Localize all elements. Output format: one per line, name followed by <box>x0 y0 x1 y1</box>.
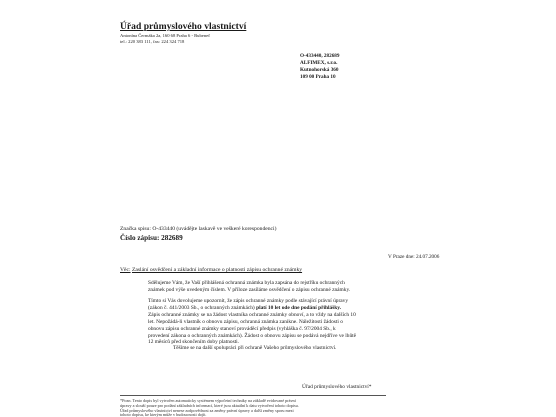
body-p2-line4: let. Nepožádá-li vlastník o obnovu zápisu, ochranná známka zanikne. Náležitosti žádosti o <box>148 319 343 325</box>
footnote-line1: *Pozn. Tento dopis byl vytvořen automaticky systémem výpočetní techniky na základě evidované právní <box>120 398 296 403</box>
body-p2-line1: Tímto si Vás dovolujeme upozornit, že zápis ochranné známky podle stávající právní úpravy <box>148 298 349 304</box>
subject-text: Zaslání osvědčení a základní informace o platnosti zápisu ochranné známky <box>131 267 303 273</box>
signature: Úřad průmyslového vlastnictví* <box>302 384 372 390</box>
body-p1-line2: známek pod výše uvedeným číslem. V příloze zasíláme osvědčení o zápisu ochranné známky. <box>148 287 351 293</box>
body-p2-validity: platí 10 let ode dne podání přihlášky. <box>256 305 342 311</box>
file-reference-value: O-433440 (uvádějte laskavě ve veškeré korespondenci) <box>152 226 277 232</box>
letter-date: V Praze dne: 24.07.2006 <box>388 254 440 260</box>
footnote-line4: tohoto dopisu, ke kterým může v budoucnosti dojít. <box>120 412 207 417</box>
subject-label: Věc: <box>120 267 131 273</box>
body-p2-line6: provedení zákona o ochranných známkách). Žádost o obnovu zápisu se podává nejdříve ve lhůtě <box>148 333 357 339</box>
registration-number <box>120 234 183 242</box>
footnote-line2: úpravy a slouží pouze pro podání základních informací, které jsou aktuální k datu vytvoření tohoto dopisu. <box>120 403 299 408</box>
body-p2-line7: 12 měsíců před skončením doby platnosti. <box>148 339 240 345</box>
recipient-street: Kutnohorská 360 <box>300 67 339 73</box>
body-p2-line2 <box>148 305 341 311</box>
office-contact: tel.: 220 383 111, fax: 224 324 718 <box>120 39 185 44</box>
subject-line <box>120 267 302 273</box>
file-reference <box>120 226 276 232</box>
footnote-divider <box>120 395 386 396</box>
body-p1-line1: Sdělujeme Vám, že Vaší přihlášená ochranná známka byla zapsána do rejstříku ochranných <box>148 280 345 286</box>
recipient-reference: O-433440, 282689 <box>300 53 340 59</box>
registration-label: Číslo zápisu: <box>120 234 160 242</box>
office-address: Antonína Čermáka 2a, 160 68 Praha 6 - Bubeneč <box>120 33 211 38</box>
recipient-company: ALFIMEX, s.r.o. <box>300 60 338 66</box>
recipient-city: 109 00 Praha 10 <box>300 74 336 80</box>
closing-line: Těšíme se na další spolupráci při ochraně Vašeho průmyslového vlastnictví. <box>173 345 337 351</box>
file-reference-label: Značka spisu: <box>120 226 151 232</box>
registration-value: 282689 <box>161 234 183 242</box>
office-name: Úřad průmyslového vlastnictví <box>120 21 247 32</box>
body-p2-line3: Zápis ochranné známky se na žádost vlastníka ochranné známky obnoví, a to vždy na dalších 10 <box>148 312 356 318</box>
footnote-line3: Úřad průmyslového vlastnictví nenese zodpovědnost za změny právní úpravy a další změny sporu mezi <box>120 408 294 413</box>
body-p2-law: (zákon č. 441/2003 Sb., o ochranných známkách) <box>148 305 255 311</box>
body-p2-line5: obnovu zápisu ochranné známky stanoví prováděcí předpis (vyhláška č. 97/2004 Sb., k <box>148 326 336 332</box>
